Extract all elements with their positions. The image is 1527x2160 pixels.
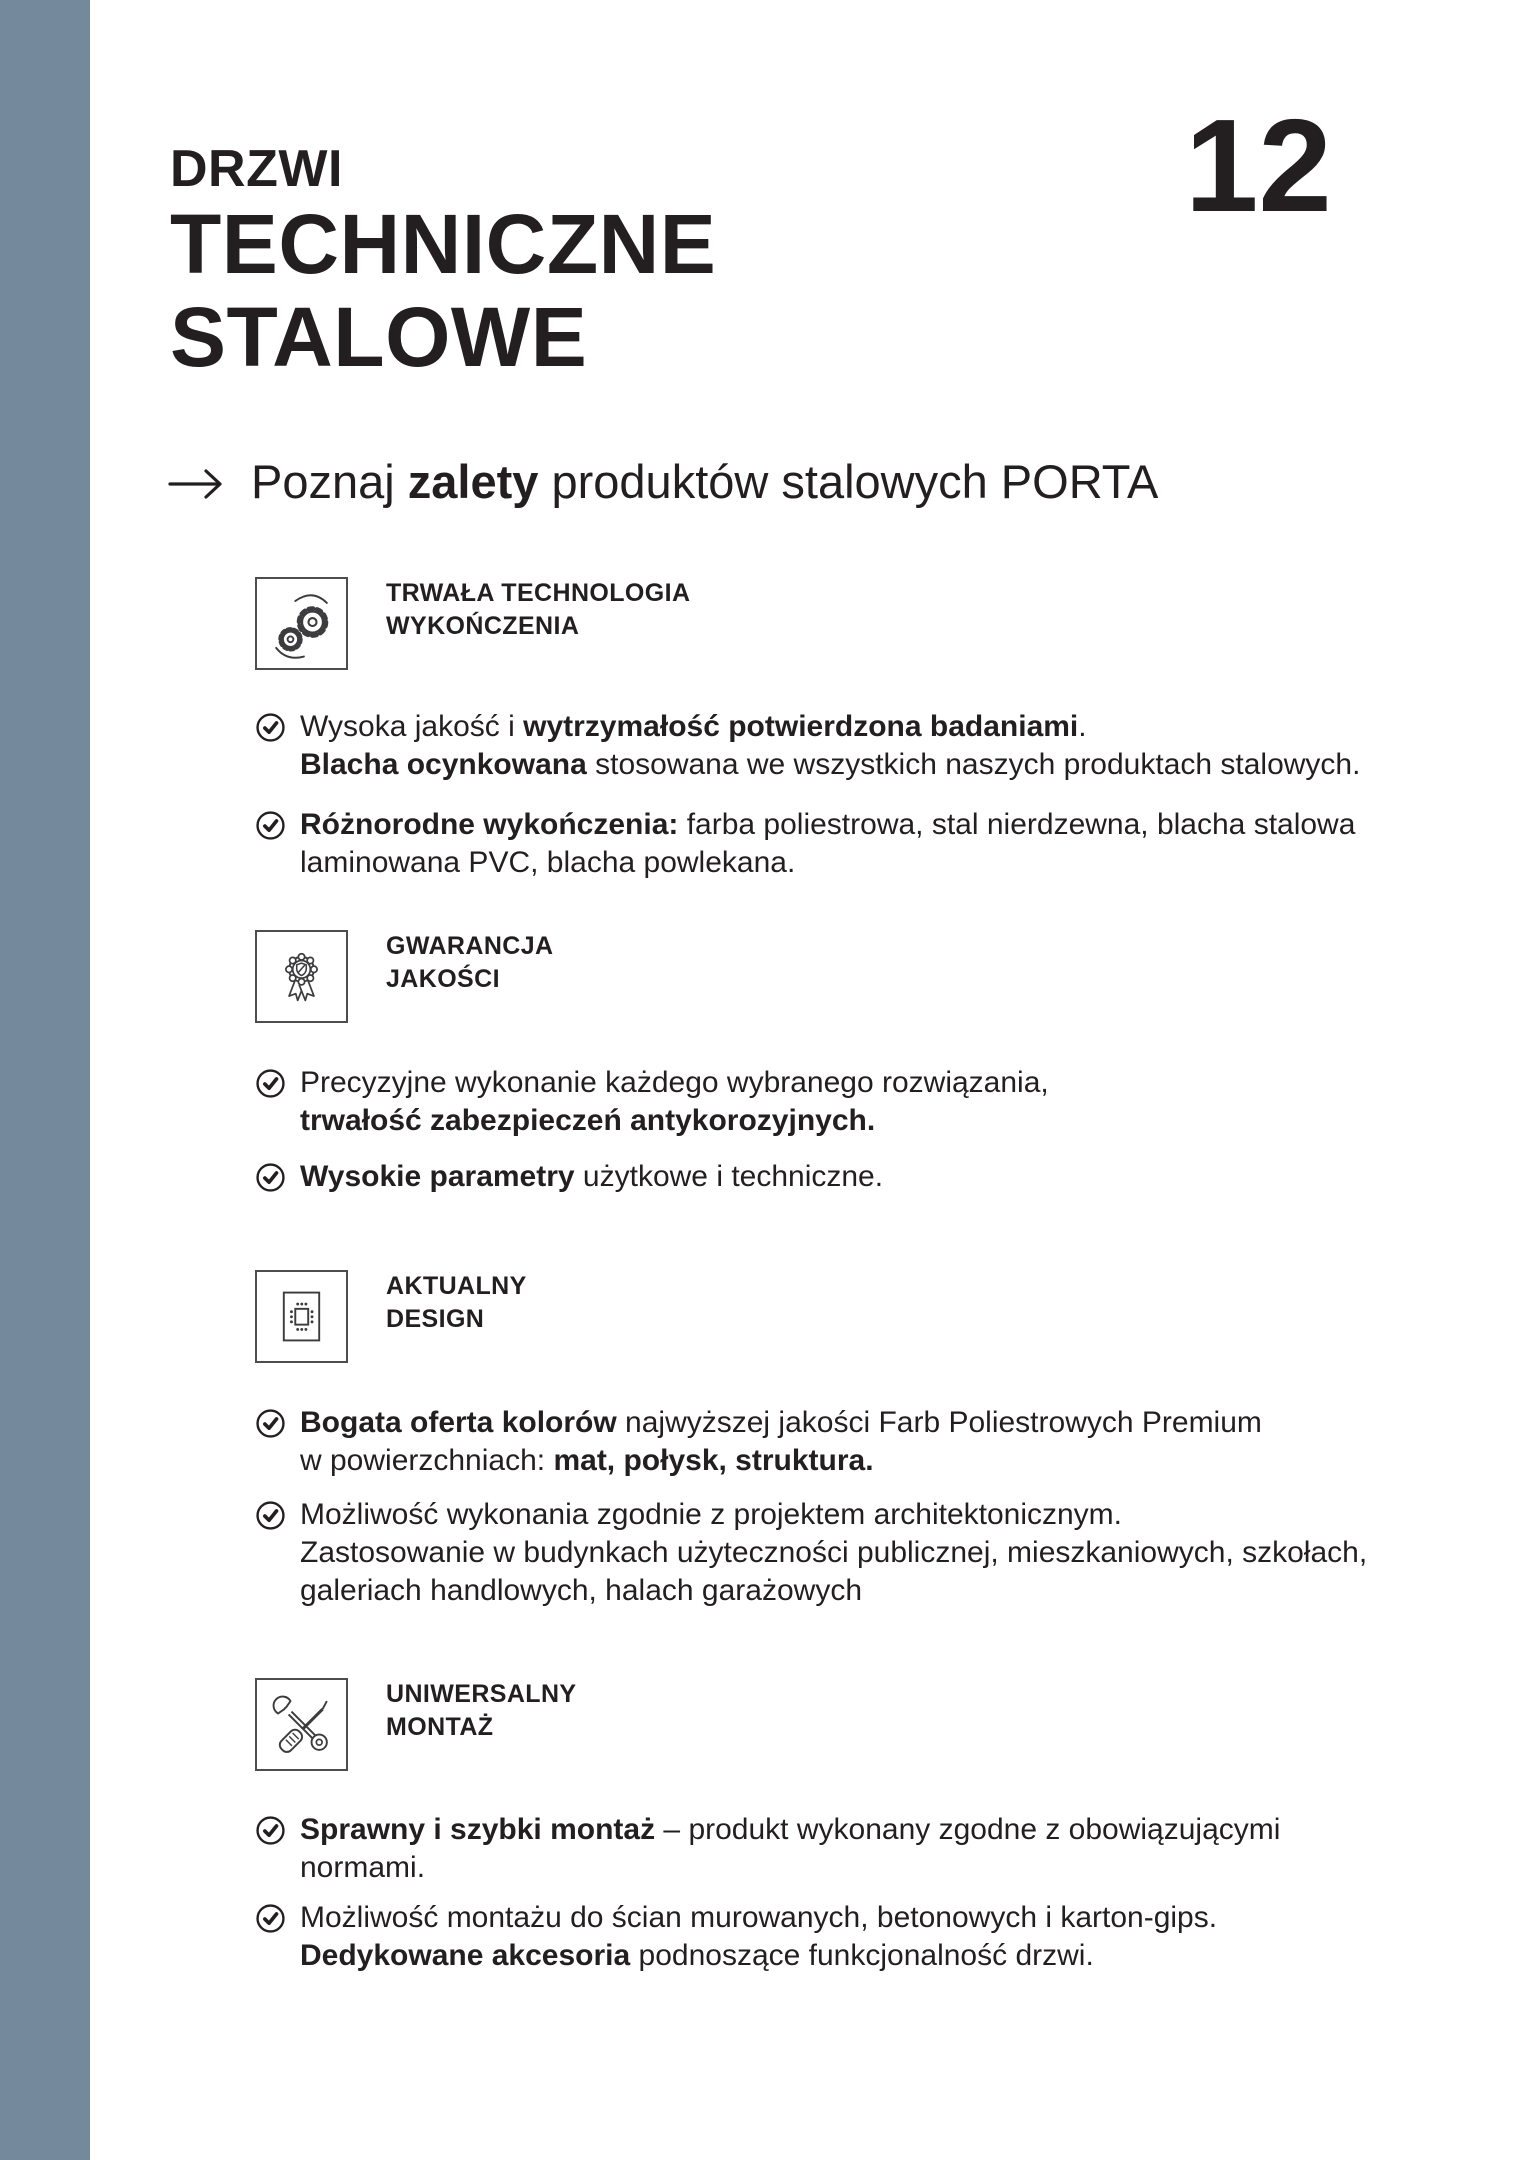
section-heading: TRWAŁA TECHNOLOGIA WYKOŃCZENIA	[386, 579, 691, 640]
list-item	[255, 1496, 1367, 1610]
bullet-text: Precyzyjne wykonanie każdego wybranego rozwiązania, trwałość zabezpieczeń antykorozyjnych.	[300, 1066, 1049, 1137]
page-title-block	[170, 141, 716, 384]
bullet-text: Różnorodne wykończenia: farba poliestrowa, stal nierdzewna, blacha stalowa laminowana PVC, blacha powlekana.	[300, 808, 1356, 879]
check-circle-icon	[255, 712, 286, 748]
section-current-design	[255, 1270, 527, 1363]
section-quality-guarantee	[255, 930, 554, 1023]
check-circle-icon	[255, 1408, 286, 1444]
page-number: 12	[1185, 92, 1332, 239]
page-kicker: DRZWI	[170, 140, 343, 198]
intro-line	[167, 452, 1158, 512]
sidebar-accent-bar	[0, 0, 90, 2160]
tools-icon	[255, 1678, 348, 1771]
check-circle-icon	[255, 1500, 286, 1536]
section-heading: AKTUALNY DESIGN	[386, 1272, 527, 1333]
list-item	[255, 806, 1355, 882]
page-title-line-2: STALOWE	[170, 290, 588, 384]
arrow-right-icon	[167, 464, 225, 509]
list-item	[255, 1404, 1262, 1480]
section-durable-technology	[255, 577, 690, 670]
bullet-text: Możliwość montażu do ścian murowanych, betonowych i karton-gips. Dedykowane akcesoria podnoszące funkcjonalność drzwi.	[300, 1901, 1218, 1972]
list-item	[255, 708, 1360, 784]
page-title-line-1: TECHNICZNE	[170, 197, 717, 291]
check-circle-icon	[255, 1068, 286, 1104]
design-icon	[255, 1270, 348, 1363]
list-item	[255, 1899, 1217, 1975]
list-item	[255, 1158, 883, 1198]
check-circle-icon	[255, 1162, 286, 1198]
bullet-text: Możliwość wykonania zgodnie z projektem architektonicznym. Zastosowanie w budynkach użyteczności publicznej, mieszkaniowych, szkołach, galeriach handlowych, halach garażowych	[300, 1498, 1368, 1607]
check-circle-icon	[255, 1815, 286, 1851]
section-heading: UNIWERSALNY MONTAŻ	[386, 1680, 577, 1741]
intro-text: Poznaj zalety produktów stalowych PORTA	[251, 455, 1159, 508]
list-item	[255, 1811, 1280, 1887]
bullet-text: Wysokie parametry użytkowe i techniczne.	[300, 1160, 884, 1193]
bullet-text: Wysoka jakość i wytrzymałość potwierdzona badaniami. Blacha ocynkowana stosowana we wszystkich naszych produktach stalowych.	[300, 710, 1361, 781]
bullet-text: Sprawny i szybki montaż – produkt wykonany zgodne z obowiązującymi normami.	[300, 1813, 1281, 1884]
section-universal-mounting	[255, 1678, 577, 1771]
gears-icon	[255, 577, 348, 670]
check-circle-icon	[255, 1903, 286, 1939]
list-item	[255, 1064, 1049, 1140]
quality-badge-icon	[255, 930, 348, 1023]
section-heading: GWARANCJA JAKOŚCI	[386, 932, 554, 993]
check-circle-icon	[255, 810, 286, 846]
bullet-text: Bogata oferta kolorów najwyższej jakości Farb Poliestrowych Premium w powierzchniach: mat, połysk, struktura.	[300, 1406, 1262, 1477]
